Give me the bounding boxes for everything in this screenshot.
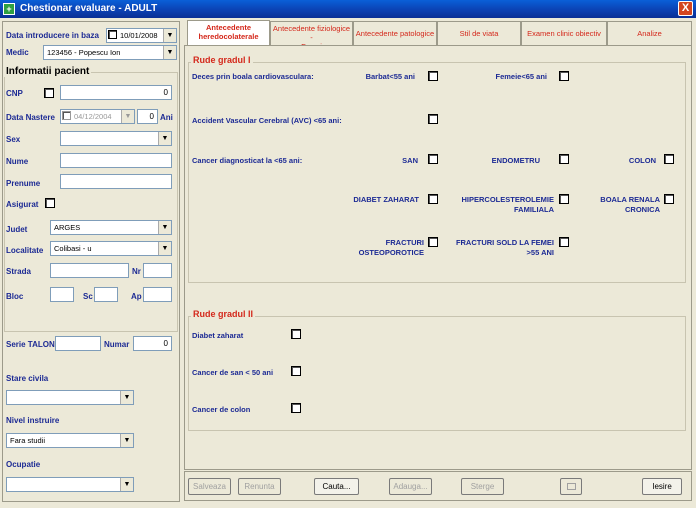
diabet-line1: DIABET ZAHARAT (353, 195, 419, 204)
fracturi-sold-checkbox[interactable] (559, 237, 569, 247)
chevron-down-icon[interactable]: ▼ (163, 46, 176, 59)
sold-line1: FRACTURI SOLD LA FEMEI (455, 238, 554, 247)
localitate-select[interactable] (50, 241, 172, 256)
medic-select[interactable] (43, 45, 177, 60)
sex-select[interactable] (60, 131, 172, 146)
print-button[interactable] (560, 478, 582, 495)
adauga-button[interactable]: Adauga... (389, 478, 432, 495)
data-nastere-label: Data Nastere (6, 113, 55, 122)
data-introducere-checkbox[interactable] (108, 30, 117, 39)
judet-value: ARGES (54, 223, 81, 232)
boala-renala-label (594, 195, 660, 215)
chevron-down-icon[interactable]: ▼ (158, 242, 171, 255)
diabet-zaharat-2-label: Diabet zaharat (192, 331, 244, 340)
tab-label: Analize (637, 29, 662, 38)
endometru-label: ENDOMETRU (491, 156, 540, 165)
varsta-input[interactable]: 0 (137, 109, 158, 124)
cancer-san-2-checkbox[interactable] (291, 366, 301, 376)
tab-label: heredocolaterale (198, 32, 259, 41)
nr-input[interactable] (143, 263, 172, 278)
bloc-input[interactable] (50, 287, 74, 302)
tab-label: Examen clinic obiectiv (527, 29, 601, 38)
strada-input[interactable] (50, 263, 129, 278)
stare-civila-select[interactable] (6, 390, 134, 405)
hiper-line1: HIPERCOLESTEROLEMIE (461, 195, 554, 204)
ap-label: Ap (131, 292, 142, 301)
sc-label: Sc (83, 292, 93, 301)
numar-label: Numar (104, 340, 130, 349)
data-introducere-label: Data introducere in baza (6, 31, 99, 40)
app-icon: + (3, 3, 15, 15)
data-introducere-value: 10/01/2008 (120, 31, 158, 40)
chevron-down-icon[interactable]: ▼ (163, 29, 176, 42)
tab-stil-de-viata[interactable] (437, 21, 521, 45)
chevron-down-icon[interactable]: ▼ (158, 221, 171, 234)
diabet-zaharat-label (330, 195, 419, 205)
diabet-zaharat-2-checkbox[interactable] (291, 329, 301, 339)
tab-label: Antecedente fiziologice - (272, 24, 351, 42)
boala-line1: BOALA RENALA (600, 195, 660, 204)
grad1-title: Rude gradul I (193, 55, 251, 65)
fracturi-sold-label (446, 238, 554, 258)
chevron-down-icon[interactable]: ▼ (120, 478, 133, 491)
iesire-button[interactable]: Iesire (642, 478, 682, 495)
localitate-label: Localitate (6, 246, 44, 255)
ap-input[interactable] (143, 287, 172, 302)
fract-line2: OSTEOPOROTICE (358, 248, 424, 257)
cancer-label: Cancer diagnosticat la <65 ani: (192, 156, 303, 165)
grad1-group (188, 62, 686, 283)
ocupatie-select[interactable] (6, 477, 134, 492)
bloc-label: Bloc (6, 292, 24, 301)
tab-fiziologice-femei[interactable] (270, 21, 353, 45)
asigurat-label: Asigurat (6, 200, 39, 209)
data-nastere-value: 04/12/2004 (74, 112, 112, 121)
tab-strip (187, 21, 692, 45)
femeie-label: Femeie<65 ani (495, 72, 547, 81)
fract-line1: FRACTURI (385, 238, 424, 247)
femeie-checkbox[interactable] (559, 71, 569, 81)
boala-line2: CRONICA (625, 205, 660, 214)
informatii-pacient-label: Informatii pacient (6, 66, 90, 77)
localitate-value: Colibasi - u (54, 244, 92, 253)
san-label: SAN (402, 156, 418, 165)
cancer-colon-2-label: Cancer de colon (192, 405, 251, 414)
asigurat-checkbox[interactable] (45, 198, 55, 208)
tab-patologice[interactable] (353, 21, 437, 45)
chevron-down-icon[interactable]: ▼ (120, 434, 133, 447)
avc-label: Accident Vascular Cerebral (AVC) <65 ani: (192, 116, 342, 125)
strada-label: Strada (6, 267, 31, 276)
nr-label: Nr (132, 267, 141, 276)
cnp-label: CNP (6, 89, 23, 98)
avc-checkbox[interactable] (428, 114, 438, 124)
cancer-san-2-label: Cancer de san < 50 ani (192, 368, 274, 377)
diabet-zaharat-checkbox[interactable] (428, 194, 438, 204)
ani-label: Ani (160, 113, 173, 122)
fracturi-osteoporotice-checkbox[interactable] (428, 237, 438, 247)
ocupatie-label: Ocupatie (6, 460, 41, 469)
chevron-down-icon[interactable]: ▼ (158, 132, 171, 145)
numar-input[interactable]: 0 (133, 336, 172, 351)
chevron-down-icon[interactable]: ▼ (121, 110, 134, 123)
medic-value: 123456 - Popescu Ion (47, 48, 121, 57)
endometru-checkbox[interactable] (559, 154, 569, 164)
nume-label: Nume (6, 157, 29, 166)
title-bar (0, 0, 696, 18)
barbat-label: Barbat<55 ani (365, 72, 415, 81)
serie-talon-input[interactable] (55, 336, 101, 351)
boala-renala-checkbox[interactable] (664, 194, 674, 204)
sex-label: Sex (6, 135, 21, 144)
colon-checkbox[interactable] (664, 154, 674, 164)
medic-label: Medic (6, 48, 29, 57)
judet-select[interactable] (50, 220, 172, 235)
barbat-checkbox[interactable] (428, 71, 438, 81)
cancer-colon-2-checkbox[interactable] (291, 403, 301, 413)
cauta-button[interactable]: Cauta... (314, 478, 359, 495)
nume-input[interactable] (60, 153, 172, 168)
nivel-instruire-select[interactable] (6, 433, 134, 448)
nivel-instruire-label: Nivel instruire (6, 416, 60, 425)
deces-label: Deces prin boala cardiovasculara: (192, 72, 314, 81)
prenume-input[interactable] (60, 174, 172, 189)
tab-label: Antecedente (205, 23, 251, 32)
stare-civila-label: Stare civila (6, 374, 49, 383)
tab-label: Stil de viata (459, 29, 499, 38)
cnp-checkbox[interactable] (44, 88, 54, 98)
colon-label: COLON (628, 156, 656, 165)
data-nastere-picker[interactable] (60, 109, 135, 124)
judet-label: Judet (6, 225, 28, 234)
sold-line2: >55 ANI (526, 248, 554, 257)
prenume-label: Prenume (6, 179, 41, 188)
close-button[interactable]: X (678, 1, 693, 16)
nivel-instruire-value: Fara studii (10, 436, 46, 445)
fracturi-osteoporotice-label (335, 238, 424, 258)
window-title: Chestionar evaluare - ADULT (20, 3, 158, 14)
grad2-title: Rude gradul II (193, 309, 254, 319)
renunta-button[interactable]: Renunta (238, 478, 281, 495)
tab-heredocolaterale[interactable] (187, 20, 270, 45)
sc-input[interactable] (94, 287, 118, 302)
data-introducere-picker[interactable] (106, 28, 177, 43)
data-nastere-checkbox[interactable] (62, 111, 71, 120)
chevron-down-icon[interactable]: ▼ (120, 391, 133, 404)
serie-talon-label: Serie TALON (6, 340, 55, 349)
hipercolesterolemie-checkbox[interactable] (559, 194, 569, 204)
print-icon (567, 483, 576, 490)
hipercolesterolemie-label (450, 195, 554, 215)
tab-label: Antecedente patologice (355, 29, 435, 38)
tab-analize[interactable] (607, 21, 692, 45)
san-checkbox[interactable] (428, 154, 438, 164)
cnp-input[interactable]: 0 (60, 85, 172, 100)
tab-examen-clinic[interactable] (521, 21, 607, 45)
hiper-line2: FAMILIALA (514, 205, 554, 214)
salveaza-button[interactable]: Salveaza (188, 478, 231, 495)
sterge-button[interactable]: Sterge (461, 478, 504, 495)
